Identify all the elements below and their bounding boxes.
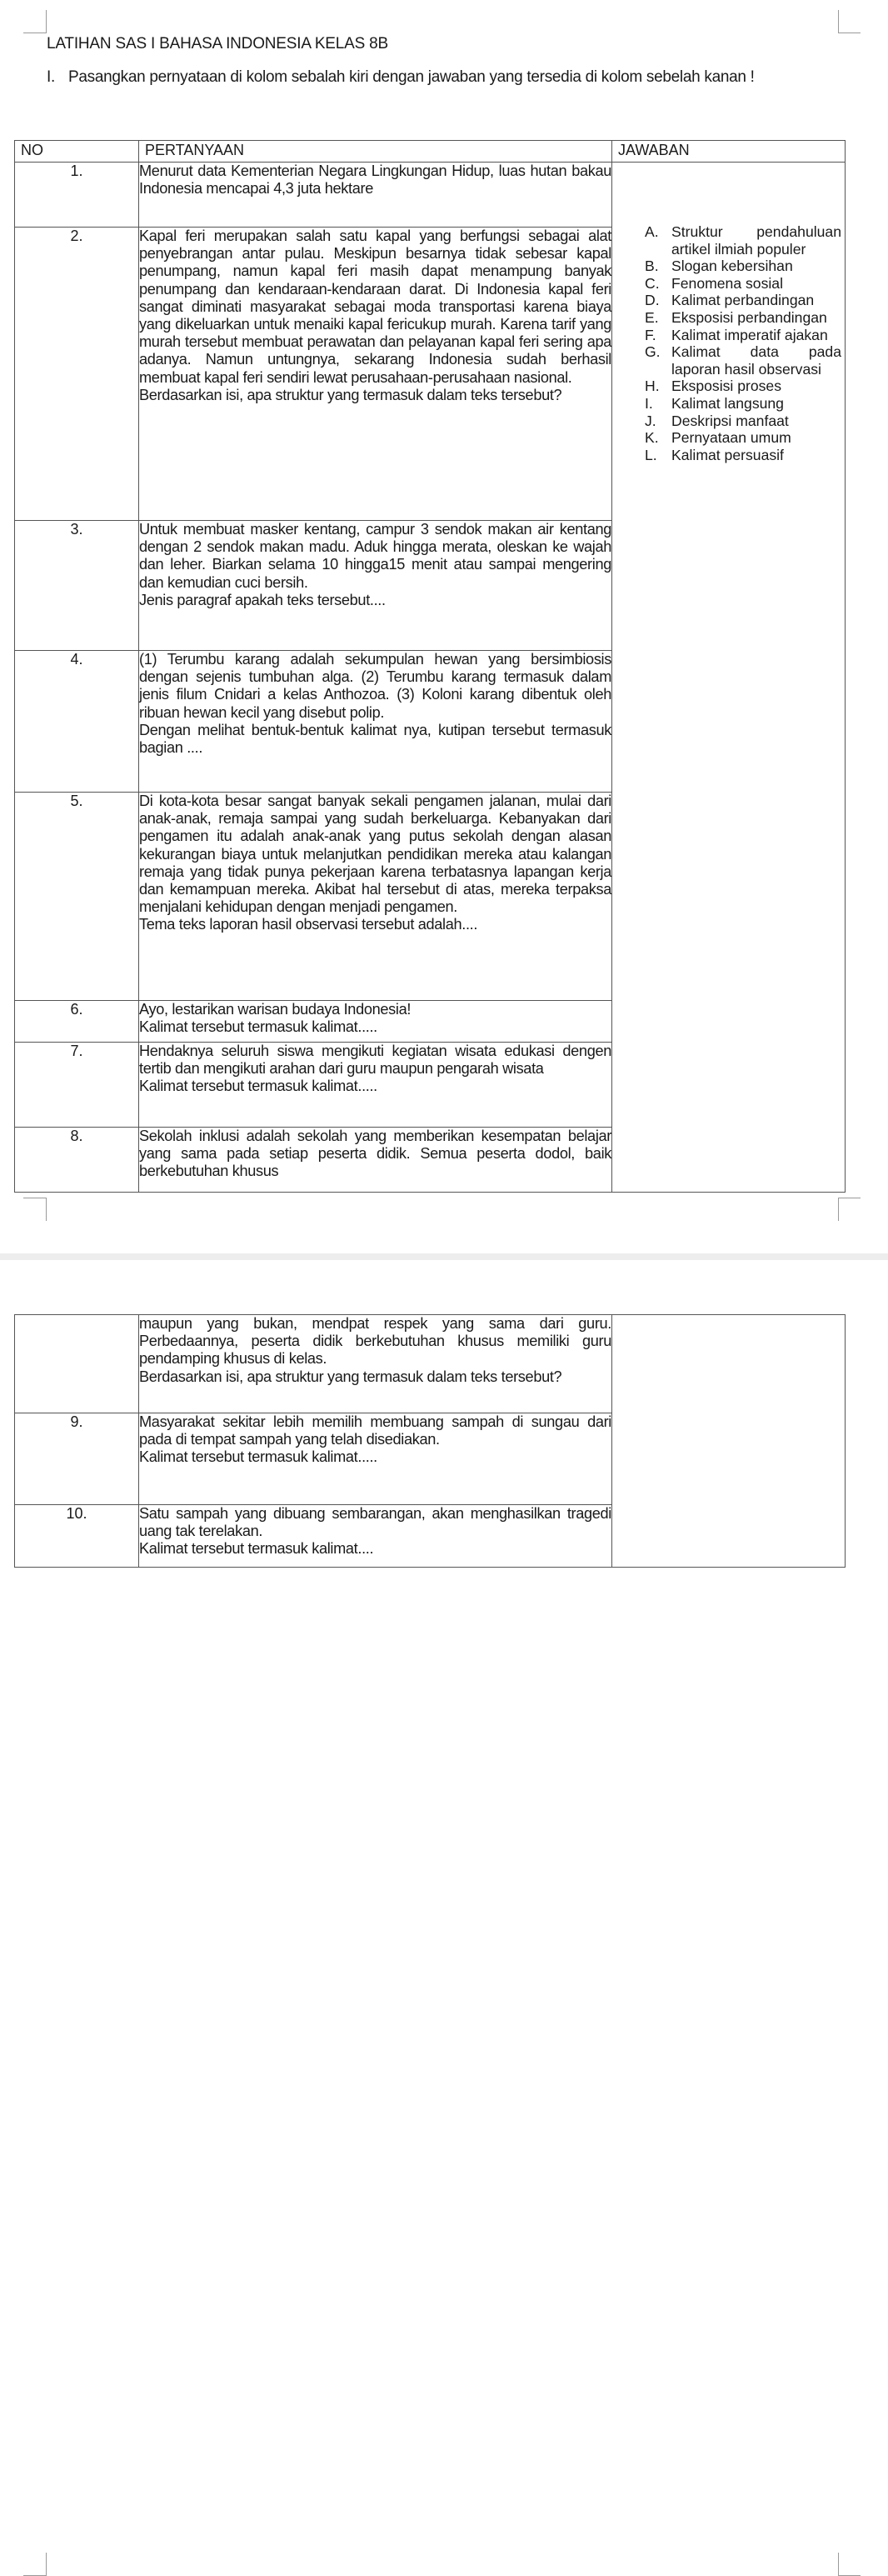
answer-cell: [612, 163, 846, 1193]
question-cell: [139, 1128, 612, 1193]
question-text: Kapal feri merupakan salah satu kapal yang berfungsi sebagai alat penyebrangan antar pulau. Meskipun besarnya tidak sebesar kapal penumpang, namun kapal feri masih dapat menampung banyak penumpang dan kendaraan-kendaraan darat. Di Indonesia kapal feri sangat diminati masyarakat sebagai moda transportasi karena biaya yang dikeluarkan untuk menaiki kapal fericukup murah. Karena tarif yang murah tersebut membuat perawatan dan pelayanan kapal feri sering apa adanya. Namun untungnya, sekarang Indonesia sudah berhasil membuat kapal feri sendiri lewat perusahaan-perusahaan nasional.: [139, 228, 611, 386]
question-cell: [139, 793, 612, 1001]
question-cell: [139, 1315, 612, 1413]
row-number: 6.: [15, 1001, 139, 1043]
answer-option: [645, 309, 841, 327]
header-question: PERTANYAAN: [139, 141, 612, 163]
crop-mark-top-left: [23, 2553, 47, 2576]
answer-option: [645, 275, 841, 293]
question-prompt: Jenis paragraf apakah teks tersebut....: [139, 591, 386, 608]
question-cell: [139, 1505, 612, 1568]
answer-option: [645, 413, 841, 430]
answer-text: Slogan kebersihan: [671, 258, 793, 275]
instruction-text: Pasangkan pernyataan di kolom sebalah kiri dengan jawaban yang tersedia di kolom sebelah kanan !: [68, 68, 755, 86]
table-row: [15, 163, 846, 228]
row-number: 3.: [15, 521, 139, 651]
answer-letter: H.: [645, 378, 660, 395]
answer-option: [645, 327, 841, 344]
answer-letter: K.: [645, 429, 659, 447]
answer-text: Deskripsi manfaat: [671, 412, 789, 429]
answer-letter: C.: [645, 274, 660, 292]
question-prompt: Kalimat tersebut termasuk kalimat.....: [139, 1018, 377, 1036]
answer-option: [645, 292, 841, 309]
document-page-1: [0, 0, 888, 1253]
question-prompt: Tema teks laporan hasil observasi tersebut adalah....: [139, 916, 478, 933]
row-number: [15, 1315, 139, 1413]
crop-mark-top-right: [838, 10, 861, 33]
instruction-number: I.: [47, 68, 55, 86]
answer-text: Kalimat persuasif: [671, 446, 784, 463]
answer-cell: [612, 1315, 846, 1568]
answer-text: Kalimat langsung: [671, 394, 784, 412]
answer-text: Kalimat perbandingan: [671, 292, 815, 309]
question-prompt: Kalimat tersebut termasuk kalimat.....: [139, 1078, 377, 1095]
answer-option: [645, 223, 841, 258]
question-text: maupun yang bukan, mendpat respek yang sama dari guru. Perbedaannya, peserta didik berkebutuhan khusus memiliki guru pendamping khusus di kelas.: [139, 1315, 611, 1368]
answer-text: Struktur pendahuluan artikel ilmiah populer: [671, 223, 841, 258]
question-text: (1) Terumbu karang adalah sekumpulan hewan yang bersimbiosis dengan sejenis tumbuhan alga. (2) Terumbu karang termasuk dalam jenis filum Cnidari a kelas Anthozoa. (3) Koloni karang dibentuk oleh ribuan hewan kecil yang disebut polip.: [139, 651, 611, 721]
document-title: LATIHAN SAS I BAHASA INDONESIA KELAS 8B: [47, 35, 389, 53]
answer-option: [645, 343, 841, 378]
answer-option: [645, 258, 841, 275]
answer-letter: A.: [645, 223, 659, 240]
row-number: 10.: [15, 1505, 139, 1568]
question-text: Masyarakat sekitar lebih memilih membuang sampah di sungau dari pada di tempat sampah yang telah disediakan.: [139, 1413, 611, 1448]
row-number: 9.: [15, 1413, 139, 1505]
row-number: 7.: [15, 1043, 139, 1128]
answer-letter: J.: [645, 412, 656, 429]
answer-text: Eksposisi perbandingan: [671, 308, 827, 326]
question-cell: [139, 1413, 612, 1505]
question-prompt: Berdasarkan isi, apa struktur yang termasuk dalam teks tersebut?: [139, 386, 562, 403]
row-number: 1.: [15, 163, 139, 228]
answer-text: Kalimat imperatif ajakan: [671, 326, 828, 343]
crop-mark-bottom-right: [838, 1198, 861, 1221]
answer-letter: G.: [645, 343, 661, 361]
header-answer: JAWABAN: [612, 141, 846, 163]
answer-option: [645, 447, 841, 464]
answer-option: [645, 429, 841, 447]
answer-option: [645, 395, 841, 413]
question-text: Di kota-kota besar sangat banyak sekali pengamen jalanan, mulai dari anak-anak, remaja sampai yang sudah berkeluarga. Kebanyakan dari pengamen itu adalah anak-anak yang putus sekolah dengan alasan kekurangan biaya untuk melanjutkan pendidikan mereka atau kalangan remaja yang tidak punya pekerjaan karena terbatasnya lapangan kerja dan kemampuan mereka. Akibat hal tersebut di atas, mereka terpaksa menjalani kehidupan dengan menjadi pengamen.: [139, 793, 611, 916]
question-prompt: Berdasarkan isi, apa struktur yang termasuk dalam teks tersebut?: [139, 1368, 562, 1385]
answer-text: Kalimat data pada laporan hasil observasi: [671, 343, 841, 378]
question-cell: [139, 1001, 612, 1043]
question-text: Menurut data Kementerian Negara Lingkungan Hidup, luas hutan bakau Indonesia mencapai 4,3 juta hektare: [139, 163, 611, 198]
question-prompt: Kalimat tersebut termasuk kalimat.....: [139, 1448, 377, 1466]
question-text: Hendaknya seluruh siswa mengikuti kegiatan wisata edukasi dengen tertib dan mengikuti arahan dari guru maupun pengarah wisata: [139, 1043, 611, 1078]
answer-letter: L.: [645, 446, 657, 463]
row-number: 8.: [15, 1128, 139, 1193]
crop-mark-bottom-left: [23, 1198, 47, 1221]
table-row: [15, 1315, 846, 1413]
crop-mark-top-left: [23, 10, 47, 33]
question-cell: [139, 1043, 612, 1128]
question-table: [14, 140, 846, 1193]
page-separator: [0, 1253, 888, 1260]
header-no: NO: [15, 141, 139, 163]
answer-text: Fenomena sosial: [671, 274, 783, 292]
question-cell: [139, 651, 612, 793]
question-text: Untuk membuat masker kentang, campur 3 sendok makan air kentang dengan 2 sendok makan madu. Aduk hingga merata, oleskan ke wajah dan leher. Biarkan selama 10 hingga15 menit atau sampai mengering dan kemudian cuci bersih.: [139, 521, 611, 591]
answer-letter: E.: [645, 308, 659, 326]
answer-list: [645, 223, 841, 463]
answer-letter: F.: [645, 326, 656, 343]
answer-text: Eksposisi proses: [671, 378, 782, 395]
question-cell: [139, 521, 612, 651]
question-text: Ayo, lestarikan warisan budaya Indonesia!: [139, 1001, 412, 1018]
question-cell: [139, 163, 612, 228]
instruction: [47, 67, 838, 88]
question-cell: [139, 228, 612, 521]
question-text: Sekolah inklusi adalah sekolah yang memberikan kesempatan belajar yang sama pada setiap peserta didik. Semua peserta dodol, baik berkebutuhan khusus: [139, 1128, 611, 1180]
row-number: 2.: [15, 228, 139, 521]
answer-option: [645, 378, 841, 395]
question-text: Satu sampah yang dibuang sembarangan, akan menghasilkan tragedi uang tak terelakan.: [139, 1505, 611, 1540]
row-number: 5.: [15, 793, 139, 1001]
answer-letter: D.: [645, 292, 660, 309]
answer-letter: I.: [645, 394, 653, 412]
crop-mark-top-right: [838, 2553, 861, 2576]
answer-letter: B.: [645, 258, 659, 275]
row-number: 4.: [15, 651, 139, 793]
answer-text: Pernyataan umum: [671, 429, 791, 447]
table-header-row: [15, 141, 846, 163]
question-table-continued: [14, 1314, 846, 1568]
question-prompt: Kalimat tersebut termasuk kalimat....: [139, 1540, 374, 1558]
question-prompt: Dengan melihat bentuk-bentuk kalimat nya, kutipan tersebut termasuk bagian ....: [139, 721, 611, 757]
